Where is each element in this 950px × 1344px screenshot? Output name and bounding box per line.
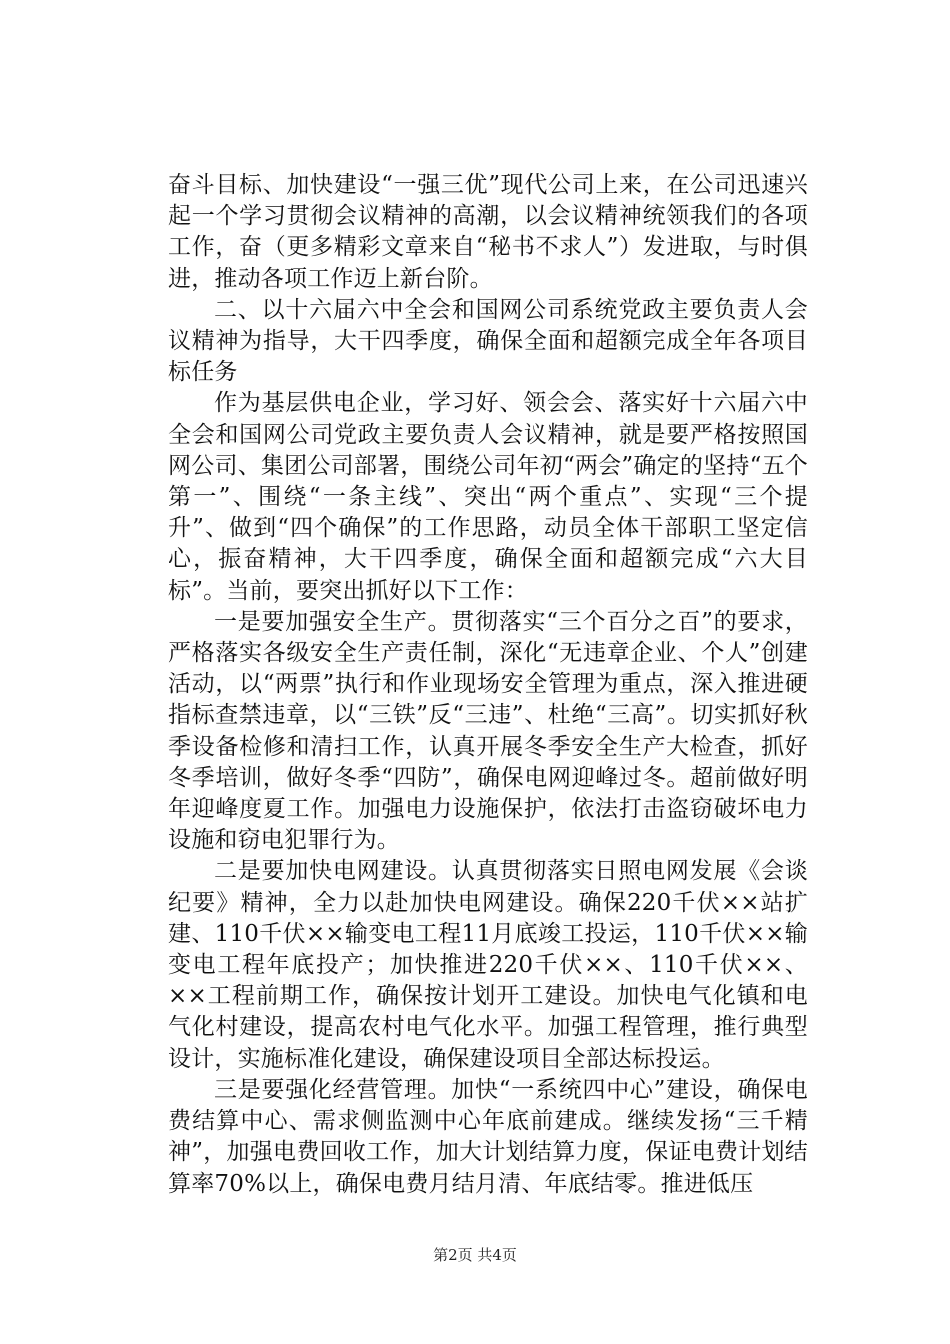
paragraph: 奋斗目标、加快建设“一强三优”现代公司上来，在公司迅速兴起一个学习贯彻会议精神的高潮，以会议精神统领我们的各项工作，奋（更多精彩文章来自“秘书不求人”）发进取，与时俱进，推动各项工作迈上新台阶。 [168, 172, 808, 292]
paragraph: 作为基层供电企业，学习好、领会会、落实好十六届六中全会和国网公司党政主要负责人会议精神，就是要严格按照国网公司、集团公司部署，围绕公司年初“两会”确定的坚持“五个第一”、围绕“一条主线”、突出“两个重点”、实现“三个提升”、做到“四个确保”的工作思路，动员全体干部职工坚定信心，振奋精神，大干四季度，确保全面和超额完成“六大目标”。当前，要突出抓好以下工作： [168, 390, 808, 604]
paragraph: 二是要加快电网建设。认真贯彻落实日照电网发展《会谈纪要》精神，全力以赴加快电网建设。确保220千伏××站扩建、110千伏××输变电工程11月底竣工投运，110千伏××输变电工程年底投产；加快推进220千伏××、110千伏××、××工程前期工作，确保按计划开工建设。加快电气化镇和电气化村建设，提高农村电气化水平。加强工程管理，推行典型设计，实施标准化建设，确保建设项目全部达标投运。 [168, 858, 808, 1072]
paragraph: 三是要强化经营管理。加快“一系统四中心”建设，确保电费结算中心、需求侧监测中心年底前建成。继续发扬“三千精神”，加强电费回收工作，加大计划结算力度，保证电费计划结算率70%以上，确保电费月结月清、年底结零。推进低压 [168, 1076, 808, 1197]
section-heading: 二、以十六届六中全会和国网公司系统党政主要负责人会议精神为指导，大干四季度，确保全面和超额完成全年各项目标任务 [168, 296, 808, 386]
page-number-footer: 第2页 共4页 [433, 1246, 517, 1264]
document-body [168, 170, 808, 1200]
paragraph: 一是要加强安全生产。贯彻落实“三个百分之百”的要求，严格落实各级安全生产责任制，深化“无违章企业、个人”创建活动，以“两票”执行和作业现场安全管理为重点，深入推进硬指标查禁违章，以“三铁”反“三违”、杜绝“三高”。切实抓好秋季设备检修和清扫工作，认真开展冬季安全生产大检查，抓好冬季培训，做好冬季“四防”，确保电网迎峰过冬。超前做好明年迎峰度夏工作。加强电力设施保护，依法打击盗窃破坏电力设施和窃电犯罪行为。 [168, 608, 808, 854]
